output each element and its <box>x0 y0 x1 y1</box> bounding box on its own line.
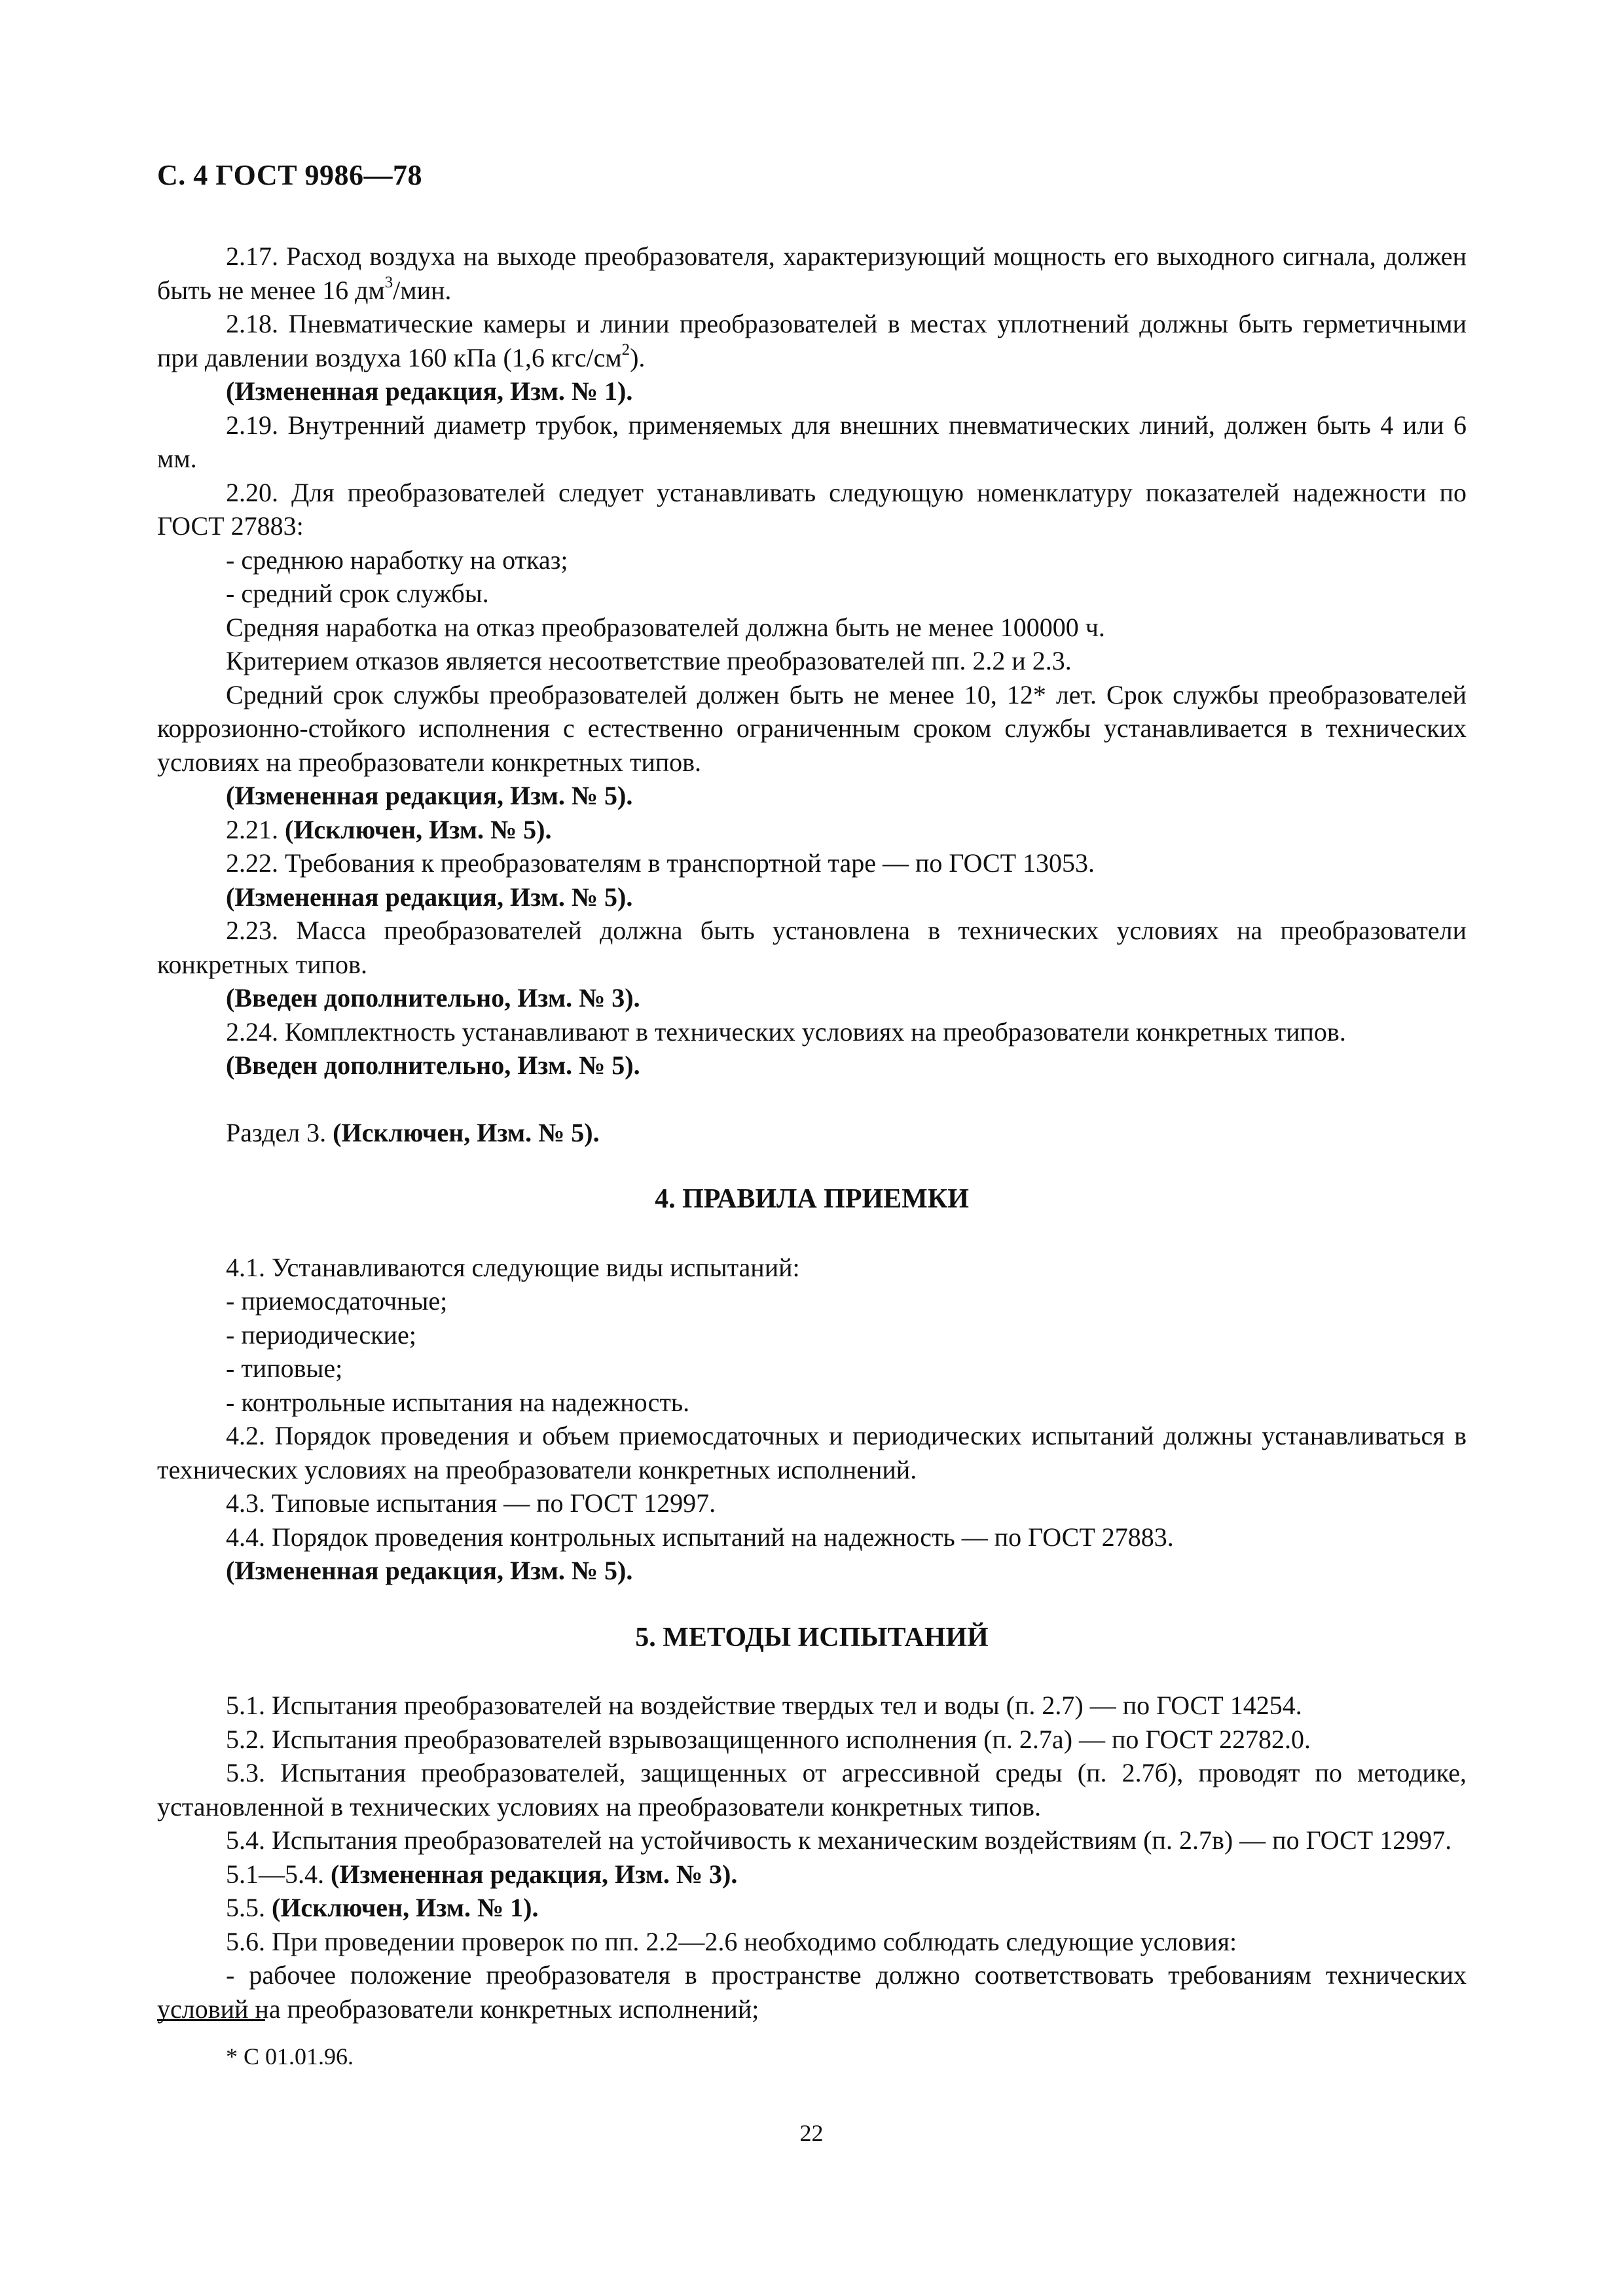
clause-5-1-5-4 <box>157 1857 1467 1892</box>
section-5-heading: 5. МЕТОДЫ ИСПЫТАНИЙ <box>635 1622 989 1653</box>
list-item: - средний срок службы. <box>226 579 489 608</box>
clause-number: 2.21. <box>226 814 278 844</box>
clause-4-2: 4.2. Порядок проведения и объем приемосдаточных и периодических испытаний должны устанавливаться в технических условиях на преобразователи конкретных исполнений. <box>157 1421 1467 1484</box>
clause-4-1: 4.1. Устанавливаются следующие виды испытаний: <box>226 1252 800 1282</box>
paragraph: Средняя наработка на отказ преобразователей должна быть не менее 100000 ч. <box>226 612 1105 642</box>
clause-2-23: 2.23. Масса преобразователей должна быть установлена в технических условиях на преобразователи конкретных типов. <box>157 916 1467 979</box>
clause-2-17 <box>157 240 1467 307</box>
clause-number: 5.1—5.4. <box>226 1859 324 1889</box>
clause-5-1: 5.1. Испытания преобразователей на воздействие твердых тел и воды (п. 2.7) — по ГОСТ 14254. <box>226 1691 1302 1720</box>
section-label: Раздел 3. <box>226 1117 327 1147</box>
clause-2-21 <box>157 813 1467 847</box>
clause-5-5 <box>157 1891 1467 1925</box>
paragraph: Средний срок службы преобразователей должен быть не менее 10, 12* лет. Срок службы преобразователей коррозионно-стойкого исполнения с естественно ограниченным сроком службы устанавливается в технических условиях на преобразователи конкретных типов. <box>157 679 1467 777</box>
spacer <box>157 1655 1467 1689</box>
spacer <box>157 1149 1467 1183</box>
footnote: * С 01.01.96. <box>226 2043 354 2070</box>
clause-2-18-end: ). <box>630 342 646 372</box>
clause-4-4: 4.4. Порядок проведения контрольных испытаний на надежность — по ГОСТ 27883. <box>226 1522 1174 1552</box>
spacer <box>157 1217 1467 1251</box>
clause-5-6: 5.6. При проведении проверок по пп. 2.2—2.6 необходимо соблюдать следующие условия: <box>226 1926 1237 1956</box>
list-item: - приемосдаточные; <box>226 1286 448 1316</box>
amendment-note: (Измененная редакция, Изм. № 5). <box>226 882 633 912</box>
clause-5-2: 5.2. Испытания преобразователей взрывозащищенного исполнения (п. 2.7а) — по ГОСТ 22782.0. <box>226 1724 1311 1754</box>
amendment-note: (Измененная редакция, Изм. № 5). <box>226 781 633 810</box>
section-3-excluded <box>157 1116 1467 1150</box>
section-4-heading: 4. ПРАВИЛА ПРИЕМКИ <box>655 1184 969 1214</box>
clause-excluded-note: (Исключен, Изм. № 1). <box>272 1893 539 1922</box>
paragraph: Критерием отказов является несоответствие преобразователей пп. 2.2 и 2.3. <box>226 646 1072 675</box>
document-body <box>157 240 1467 2026</box>
clause-5-4: 5.4. Испытания преобразователей на устойчивость к механическим воздействиям (п. 2.7в) — по ГОСТ 12997. <box>226 1825 1452 1855</box>
clause-2-18-text: 2.18. Пневматические камеры и линии преобразователей в местах уплотнений должны быть герметичными при давлении воздуха 160 кПа (1,6 кгс/см <box>157 309 1467 372</box>
list-item: - рабочее положение преобразователя в пространстве должно соответствовать требованиям технических условий на преобразователи конкретных исполнений; <box>157 1960 1467 2024</box>
amendment-note: (Введен дополнительно, Изм. № 5). <box>226 1050 640 1080</box>
spacer <box>157 1083 1467 1116</box>
spacer <box>157 1588 1467 1621</box>
clause-excluded-note: (Исключен, Изм. № 5). <box>285 814 552 844</box>
amendment-note: (Введен дополнительно, Изм. № 3). <box>226 983 640 1013</box>
footnote-divider <box>157 2019 265 2021</box>
clause-2-24: 2.24. Комплектность устанавливают в технических условиях на преобразователи конкретных типов. <box>226 1016 1346 1047</box>
list-item: - среднюю наработку на отказ; <box>226 545 568 575</box>
clause-2-17-text: 2.17. Расход воздуха на выходе преобразователя, характеризующий мощность его выходного сигнала, должен быть не менее 16 дм <box>157 242 1467 305</box>
clause-2-17-unit: /мин. <box>393 275 452 305</box>
clause-4-3: 4.3. Типовые испытания — по ГОСТ 12997. <box>226 1488 716 1518</box>
clause-2-20: 2.20. Для преобразователей следует устанавливать следующую номенклатуру показателей надежности по ГОСТ 27883: <box>157 477 1467 541</box>
clause-5-3: 5.3. Испытания преобразователей, защищенных от агрессивной среды (п. 2.7б), проводят по методике, установленной в технических условиях на преобразователи конкретных типов. <box>157 1758 1467 1821</box>
list-item: - типовые; <box>226 1354 343 1383</box>
clause-number: 5.5. <box>226 1893 265 1922</box>
amendment-note: (Измененная редакция, Изм. № 5). <box>226 1556 633 1585</box>
page-number: 22 <box>799 2120 824 2146</box>
amendment-note: (Измененная редакция, Изм. № 3). <box>331 1859 738 1889</box>
superscript: 2 <box>621 340 630 359</box>
clause-2-18 <box>157 307 1467 374</box>
list-item: - контрольные испытания на надежность. <box>226 1387 690 1417</box>
section-excluded-note: (Исключен, Изм. № 5). <box>333 1117 600 1147</box>
clause-2-22: 2.22. Требования к преобразователям в транспортной таре — по ГОСТ 13053. <box>226 848 1095 878</box>
superscript: 3 <box>384 273 393 291</box>
clause-2-19: 2.19. Внутренний диаметр трубок, применяемых для внешних пневматических линий, должен быть 4 или 6 мм. <box>157 410 1467 473</box>
amendment-note: (Измененная редакция, Изм. № 1). <box>226 376 633 406</box>
page-header: С. 4 ГОСТ 9986—78 <box>157 159 423 191</box>
list-item: - периодические; <box>226 1319 416 1350</box>
